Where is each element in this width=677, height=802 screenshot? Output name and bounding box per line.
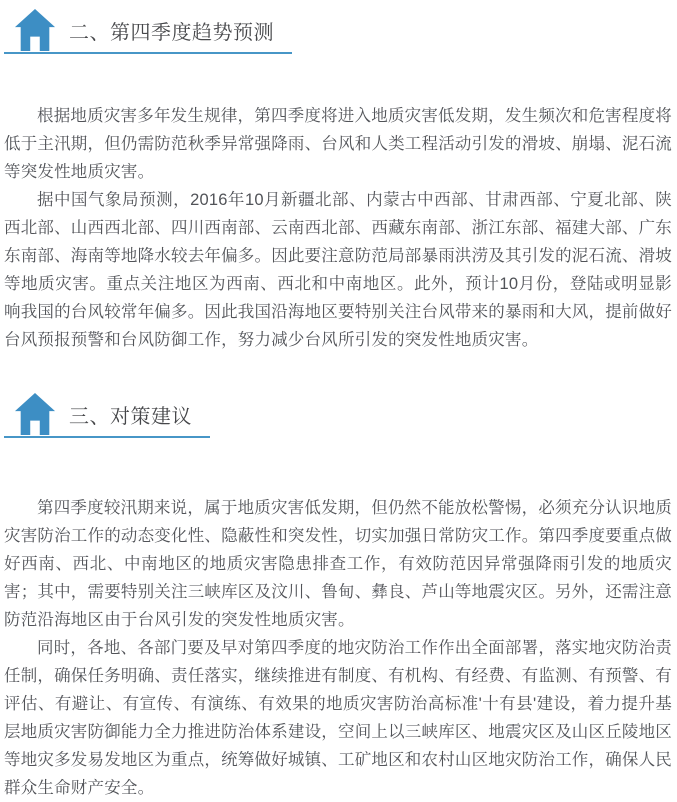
section-heading <box>4 8 292 54</box>
paragraph: 据中国气象局预测，2016年10月新疆北部、内蒙古中西部、甘肃西部、宁夏北部、陕西北部、山西西北部、四川西南部、云南西北部、西藏东南部、浙江东部、福建大部、广东东南部、海南等地降水较去年偏多。因此要注意防范局部暴雨洪涝及其引发的泥石流、滑坡等地质灾害。重点关注地区为西南、西北和中南地区。此外，预计10月份，登陆或明显影响我国的台风较常年偏多。因此我国沿海地区要特别关注台风带来的暴雨和大风，提前做好台风预报预警和台风防御工作，努力减少台风所引发的突发性地质灾害。 <box>4 191 672 349</box>
section-title: 二、第四季度趋势预测 <box>69 21 274 44</box>
section-q4-trend-forecast <box>4 8 672 354</box>
paragraph: 同时，各地、各部门要及早对第四季度的地灾防治工作作出全面部署，落实地灾防治责任制，确保任务明确、责任落实，继续推进有制度、有机构、有经费、有监测、有预警、有评估、有避让、有宣传、有演练、有效果的地质灾害防治高标准'十有县'建设，着力提升基层地质灾害防御能力全力推进防治体系建设，空间上以三峡库区、地震灾区及山区丘陵地区等地灾多发易发地区为重点，统筹做好城镇、工矿地区和农村山区地灾防治工作，确保人民群众生命财产安全。 <box>4 639 672 797</box>
section-countermeasure-suggestions <box>4 392 672 802</box>
section-body <box>4 102 672 354</box>
section-body <box>4 494 672 802</box>
paragraph: 第四季度较汛期来说，属于地质灾害低发期，但仍然不能放松警惕，必须充分认识地质灾害防治工作的动态变化性、隐蔽性和突发性，切实加强日常防灾工作。第四季度要重点做好西南、西北、中南地区的地质灾害隐患排查工作，有效防范因异常强降雨引发的地质灾害；其中，需要特别关注三峡库区及汶川、鲁甸、彝良、芦山等地震灾区。另外，还需注意防范沿海地区由于台风引发的突发性地质灾害。 <box>4 499 672 629</box>
section-title: 三、对策建议 <box>69 405 192 428</box>
section-heading <box>4 392 210 438</box>
home-icon <box>14 392 56 436</box>
home-icon <box>14 8 56 52</box>
paragraph: 根据地质灾害多年发生规律，第四季度将进入地质灾害低发期，发生频次和危害程度将低于主汛期，但仍需防范秋季异常强降雨、台风和人类工程活动引发的滑坡、崩塌、泥石流等突发性地质灾害。 <box>4 107 672 181</box>
